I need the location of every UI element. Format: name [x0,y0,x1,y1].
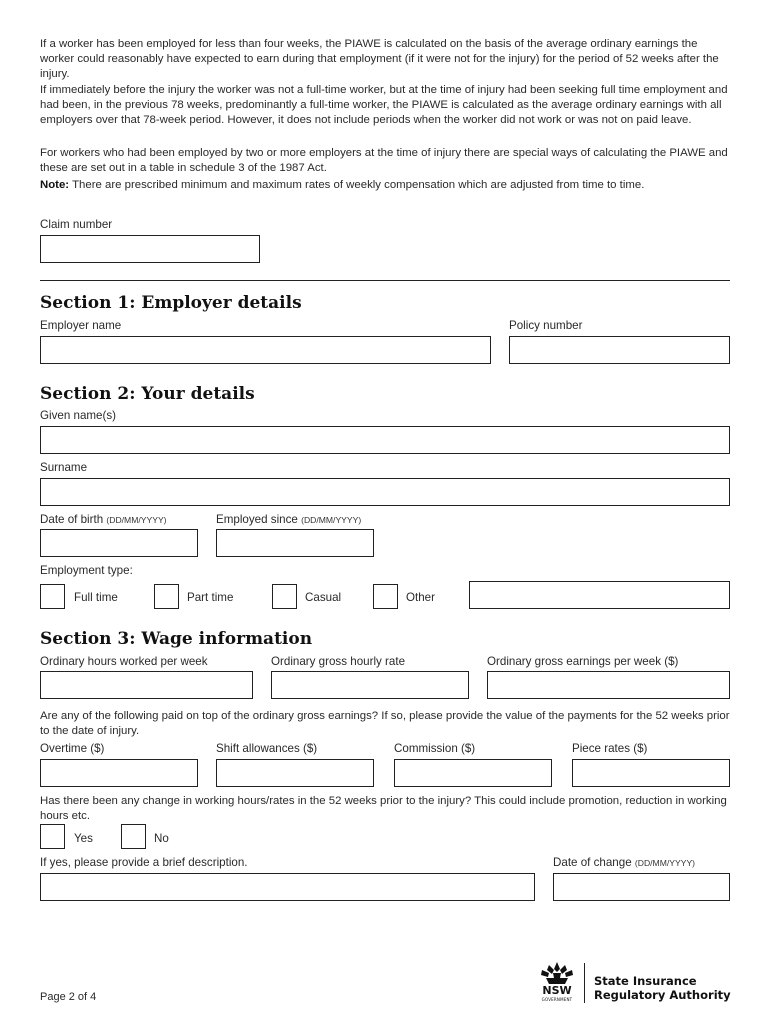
no-label: No [154,832,169,845]
shift-allowances-input[interactable] [216,759,374,787]
overtime-input[interactable] [40,759,198,787]
section-divider [40,280,730,281]
logo-divider [584,963,585,1003]
casual-checkbox[interactable] [272,584,297,609]
change-question: Has there been any change in working hours/rates in the 52 weeks prior to the injury? This could include promotion, reduction in working hours etc. [40,795,727,822]
note-label: Note: [40,179,70,191]
employer-name-label: Employer name [40,319,122,332]
nsw-government-logo [534,960,580,1004]
intro-paragraph-2: If immediately before the injury the worker was not a full-time worker, but at the time of injury had been seeking full time employment and had been, in the previous 78 weeks, predominantly a full-time worker, the PIAWE is calculated as the average ordinary earnings with all employers over that 78-week period. However, it does not include periods when the worker did not work or was not on paid leave. [40,84,728,126]
organisation-name-line-2: Regulatory Authority [594,988,731,1002]
hourly-rate-input[interactable] [271,671,469,699]
casual-label: Casual [305,591,342,604]
part-time-label: Part time [187,591,234,604]
earnings-input[interactable] [487,671,730,699]
logo-government-text: GOVERNMENT [541,997,573,1002]
description-label: If yes, please provide a brief description. [40,856,248,869]
date-of-change-label-text: Date of change [553,856,632,869]
full-time-checkbox[interactable] [40,584,65,609]
intro-paragraph-3: For workers who had been employed by two or more employers at the time of injury there are special ways of calculating the PIAWE and these are set out in a table in schedule 3 of the 1987 Act. [40,147,728,174]
other-employment-type-input[interactable] [469,581,730,609]
dob-format-hint: (DD/MM/YYYY) [106,515,167,525]
organisation-name [594,974,731,1002]
intro-paragraph-1: If a worker has been employed for less than four weeks, the PIAWE is calculated on the basis of the average ordinary earnings the worker could reasonably have expected to earn during that employment (if it were not for the injury) for the period of 52 weeks after the injury. [40,38,719,80]
section-1-title: Section 1: Employer details [40,293,302,313]
piece-rates-input[interactable] [572,759,730,787]
surname-label: Surname [40,461,88,474]
date-of-change-format-hint: (DD/MM/YYYY) [634,858,696,868]
part-time-checkbox[interactable] [154,584,179,609]
date-of-change-input[interactable] [553,873,730,901]
surname-input[interactable] [40,478,730,506]
given-names-input[interactable] [40,426,730,454]
note-text: There are prescribed minimum and maximum rates of weekly compensation which are adjusted from time to time. [69,179,645,191]
intro-note [40,178,730,193]
commission-label: Commission ($) [394,742,476,755]
employed-since-input[interactable] [216,529,374,557]
employed-since-format-hint: (DD/MM/YYYY) [301,515,362,525]
other-label: Other [406,591,435,604]
claim-number-label: Claim number [40,218,113,231]
full-time-label: Full time [74,591,118,604]
section-2-title: Section 2: Your details [40,384,255,404]
hours-input[interactable] [40,671,253,699]
section-3-title: Section 3: Wage information [40,629,313,649]
policy-number-input[interactable] [509,336,730,364]
employed-since-label [216,513,361,527]
organisation-name-line-1: State Insurance [594,974,697,988]
date-of-change-label [553,856,695,870]
dob-label [40,513,167,527]
claim-number-input[interactable] [40,235,260,263]
commission-input[interactable] [394,759,552,787]
yes-checkbox[interactable] [40,824,65,849]
employment-type-label: Employment type: [40,564,133,577]
no-checkbox[interactable] [121,824,146,849]
piece-rates-label: Piece rates ($) [572,742,648,755]
hours-label: Ordinary hours worked per week [40,655,208,668]
extra-payments-question: Are any of the following paid on top of the ordinary gross earnings? If so, please provide the value of the payments for the 52 weeks prior to the date of injury. [40,710,730,737]
dob-label-text: Date of birth [40,513,104,526]
given-names-label: Given name(s) [40,409,117,422]
dob-input[interactable] [40,529,198,557]
shift-allowances-label: Shift allowances ($) [216,742,318,755]
employer-name-input[interactable] [40,336,491,364]
waratah-icon [534,960,580,986]
other-checkbox[interactable] [373,584,398,609]
earnings-label: Ordinary gross earnings per week ($) [487,655,679,668]
hourly-rate-label: Ordinary gross hourly rate [271,655,406,668]
yes-label: Yes [74,832,93,845]
employed-since-label-text: Employed since [216,513,298,526]
logo-nsw-text: NSW [542,984,572,997]
overtime-label: Overtime ($) [40,742,105,755]
policy-number-label: Policy number [509,319,583,332]
description-input[interactable] [40,873,535,901]
page-number: Page 2 of 4 [40,991,97,1003]
